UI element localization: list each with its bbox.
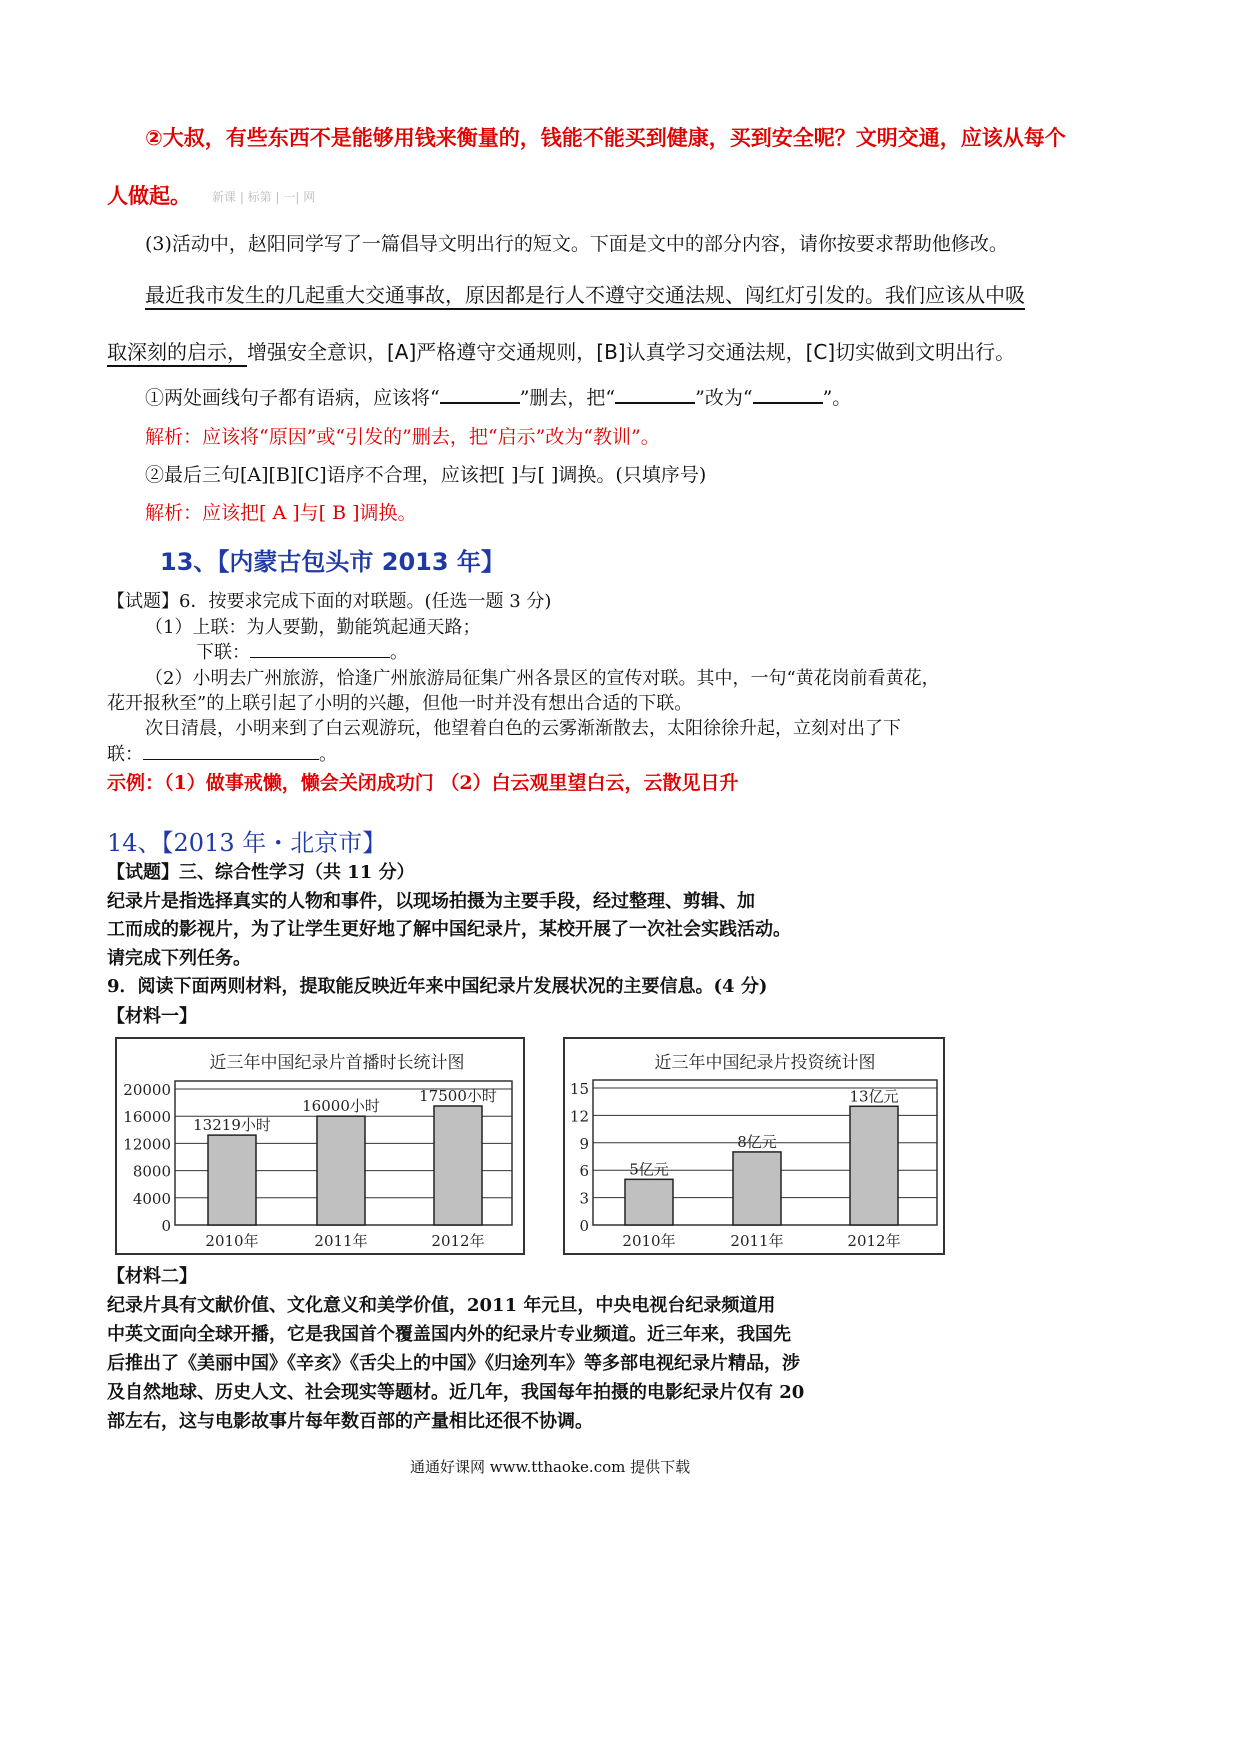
couplet-2-line3: 次日清晨，小明来到了白云观游玩，他望着白色的云雾渐渐散去，太阳徐徐升起，立刻对出了下 (145, 718, 901, 739)
lower-end: 。 (319, 744, 337, 765)
sub1-answer: 解析：应该将“原因”或“引发的”删去，把“启示”改为“教训”。 (145, 426, 660, 448)
question-9: 9．阅读下面两则材料，提取能反映近年来中国纪录片发展状况的主要信息。(4 分) (107, 976, 768, 997)
intro-line1: 纪录片是指选择真实的人物和事件，以现场拍摄为主要手段，经过整理、剪辑、加 (107, 891, 755, 912)
couplet-2-line2: 花开报秋至”的上联引起了小明的兴趣，但他一时并没有想出合适的下联。 (107, 693, 693, 714)
answer-2-line1: ②大叔，有些东西不是能够用钱来衡量的，钱能不能买到健康，买到安全呢？文明交通，应该从每个 (145, 126, 1066, 150)
lower-label: 下联： (196, 642, 250, 663)
answer-2-line2: 人做起。 (107, 184, 191, 208)
bar (733, 1152, 781, 1225)
data-label: 17500小时 (419, 1087, 497, 1105)
chart-investment (563, 1037, 945, 1255)
answer-blank[interactable] (615, 402, 695, 404)
data-label: 16000小时 (302, 1097, 380, 1116)
answer-blank[interactable] (753, 402, 823, 404)
answer-blank[interactable] (250, 657, 390, 658)
x-tick-label: 2010年 (622, 1232, 676, 1250)
intro-line3: 请完成下列任务。 (107, 948, 251, 969)
material-1-label: 【材料一】 (107, 1006, 197, 1027)
sub-question-2: ②最后三句[A][B][C]语序不合理，应该把[ ]与[ ]调换。(只填序号) (145, 464, 707, 486)
y-tick-label: 0 (161, 1217, 171, 1235)
question-3: (3)活动中，赵阳同学写了一篇倡导文明出行的短文。下面是文中的部分内容，请你按要求帮助他修改。 (145, 233, 1008, 255)
x-tick-label: 2011年 (314, 1232, 368, 1250)
lower-end: 。 (390, 642, 408, 663)
chart-title: 近三年中国纪录片首播时长统计图 (209, 1053, 465, 1073)
y-tick-label: 20000 (123, 1081, 171, 1099)
data-label: 13219小时 (193, 1116, 271, 1135)
y-tick-label: 0 (579, 1217, 589, 1235)
y-tick-label: 8000 (132, 1162, 171, 1181)
y-tick-label: 9 (579, 1134, 589, 1153)
data-label: 13亿元 (849, 1087, 899, 1106)
section-13-answer: 示例：（1）做事戒懒，懒会关闭成功门 （2）白云观里望白云，云散见日升 (107, 772, 739, 794)
couplet-2-line1: （2）小明去广州旅游，恰逢广州旅游局征集广州各景区的宣传对联。其中，一句“黄花岗前看黄花， (145, 668, 940, 689)
bar (434, 1106, 482, 1225)
y-tick-label: 6 (579, 1162, 589, 1181)
y-tick-label: 12 (569, 1107, 589, 1126)
passage-line2 (107, 336, 1015, 365)
passage-line2-rest: 增强安全意识，[A]严格遵守交通规则，[B]认真学习交通法规，[C]切实做到文明出行。 (247, 340, 1016, 364)
sub1-part-b: ”删去，把“ (519, 387, 616, 409)
chart-investment-svg (565, 1039, 943, 1253)
y-tick-label: 12000 (123, 1135, 171, 1154)
sub1-part-d: ”。 (822, 387, 852, 409)
couplet-1-lower (196, 638, 408, 664)
bar (208, 1135, 256, 1225)
section-13-heading: 13、【内蒙古包头市 2013 年】 (160, 548, 505, 576)
y-tick-label: 15 (569, 1080, 589, 1098)
bar (317, 1116, 365, 1225)
material-2-line5: 部左右，这与电影故事片每年数百部的产量相比还很不协调。 (107, 1411, 593, 1432)
answer-blank[interactable] (143, 759, 319, 760)
data-label: 8亿元 (737, 1132, 777, 1151)
material-2-line4: 及自然地球、历史人文、社会现实等题材。近几年，我国每年拍摄的电影纪录片仅有 20 (107, 1382, 805, 1403)
data-label: 5亿元 (629, 1160, 669, 1179)
x-tick-label: 2012年 (431, 1232, 485, 1250)
y-tick-label: 3 (579, 1189, 589, 1208)
section-14-intro: 【试题】三、综合性学习（共 11 分） (107, 862, 415, 883)
x-tick-label: 2012年 (847, 1232, 901, 1250)
x-tick-label: 2011年 (730, 1232, 784, 1250)
passage-line1: 最近我市发生的几起重大交通事故，原因都是行人不遵守交通法规、闯红灯引发的。我们应该从中吸 (145, 283, 1025, 307)
sub-question-1 (145, 383, 851, 410)
sub2-answer: 解析：应该把[ A ]与[ B ]调换。 (145, 502, 417, 524)
y-tick-label: 16000 (123, 1108, 171, 1127)
passage-line2-underlined: 取深刻的启示， (107, 340, 247, 364)
sub1-part-c: ”改为“ (695, 387, 753, 409)
couplet-2-line4 (107, 740, 337, 766)
material-2-line3: 后推出了《美丽中国》《辛亥》《舌尖上的中国》《归途列车》等多部电视纪录片精品，涉 (107, 1353, 800, 1374)
material-2-line2: 中英文面向全球开播，它是我国首个覆盖国内外的纪录片专业频道。近三年来，我国先 (107, 1324, 791, 1345)
section-13-intro: 【试题】6．按要求完成下面的对联题。(任选一题 3 分) (107, 591, 552, 612)
chart-duration-svg (117, 1039, 523, 1253)
material-2-label: 【材料二】 (107, 1266, 197, 1287)
answer-blank[interactable] (440, 402, 520, 404)
y-tick-label: 4000 (132, 1189, 171, 1208)
material-2-line1: 纪录片具有文献价值、文化意义和美学价值，2011 年元旦，中央电视台纪录频道用 (107, 1295, 776, 1316)
couplet-1-upper: （1）上联：为人要勤，勤能筑起通天路； (145, 617, 481, 638)
sub1-part-a: ①两处画线句子都有语病，应该将“ (145, 387, 440, 409)
x-tick-label: 2010年 (205, 1232, 259, 1250)
section-14-heading: 14、【2013 年・北京市】 (107, 829, 387, 857)
intro-line2: 工而成的影视片，为了让学生更好地了解中国纪录片，某校开展了一次社会实践活动。 (107, 919, 791, 940)
chart-title: 近三年中国纪录片投资统计图 (654, 1053, 876, 1073)
bar (625, 1179, 673, 1225)
bar (850, 1106, 898, 1225)
page-footer: 通通好课网 www.tthaoke.com 提供下载 (410, 1458, 691, 1476)
watermark: 新课 | 标第 | 一| 网 (212, 190, 316, 204)
lower-label: 联： (107, 744, 143, 765)
chart-duration (115, 1037, 525, 1255)
